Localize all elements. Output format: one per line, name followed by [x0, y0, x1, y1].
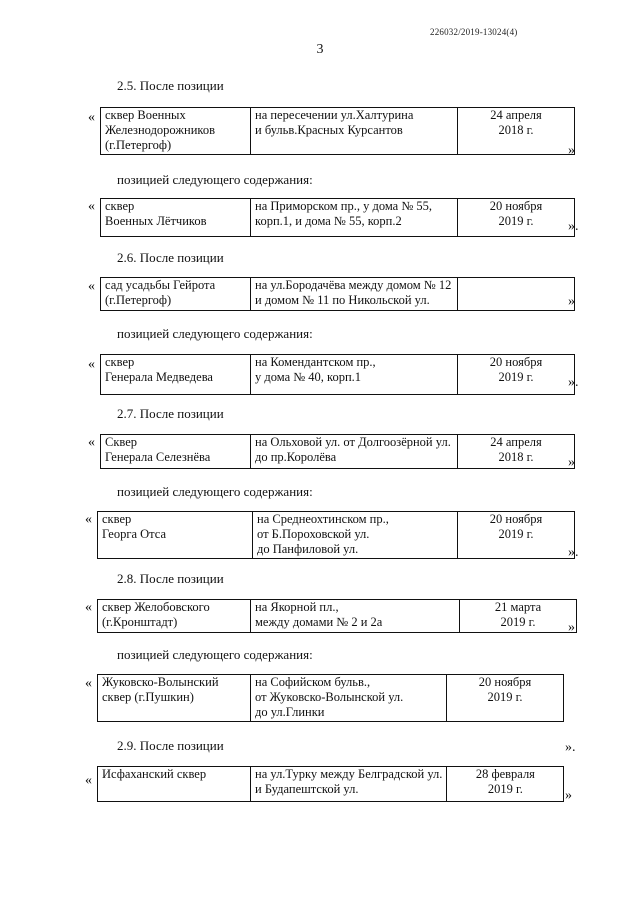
cell-line: (г.Петергоф) [105, 293, 172, 307]
cell-line: и бульв.Красных Курсантов [255, 123, 403, 137]
cell-name [101, 278, 251, 311]
cell-line: 2019 г. [498, 527, 534, 541]
closing-quote: » [565, 788, 572, 803]
table-row [98, 767, 564, 802]
table-row [101, 108, 575, 155]
opening-quote: « [85, 676, 92, 691]
cell-line: до ул.Глинки [255, 705, 325, 719]
cell-line: 2018 г. [498, 123, 534, 137]
opening-quote: « [88, 199, 95, 214]
cell-line: 20 ноября [478, 675, 532, 689]
position-table [100, 107, 575, 155]
opening-quote: « [85, 512, 92, 527]
cell-line: на Софийском бульв., [255, 675, 371, 689]
section-heading: позицией следующего содержания: [117, 326, 313, 341]
cell-line: до пр.Королёва [255, 450, 337, 464]
cell-line: сквер Желобовского [102, 600, 210, 614]
cell-line: 24 апреля [490, 108, 542, 122]
table-row [101, 199, 575, 237]
position-table [100, 277, 575, 311]
cell-line: на Комендантском пр., [255, 355, 376, 369]
cell-date [458, 435, 575, 469]
cell-line: Георга Отса [102, 527, 167, 541]
cell-location [253, 512, 458, 559]
cell-name [101, 199, 251, 237]
section-heading: позицией следующего содержания: [117, 172, 313, 187]
cell-name [98, 600, 251, 633]
cell-line: Жуковско-Волынский [102, 675, 219, 689]
cell-line: 21 марта [494, 600, 542, 614]
table-row [101, 355, 575, 395]
table-row [98, 675, 564, 722]
cell-line: на Среднеохтинском пр., [257, 512, 389, 526]
closing-quote: ». [565, 740, 576, 755]
section-heading: позицией следующего содержания: [117, 484, 313, 499]
page-number: 3 [316, 42, 324, 57]
position-table [97, 674, 564, 722]
cell-location [251, 435, 458, 469]
table-row [98, 512, 575, 559]
cell-line: 24 апреля [490, 435, 542, 449]
cell-name [101, 435, 251, 469]
closing-quote: » [568, 455, 575, 470]
cell-name [98, 512, 253, 559]
table-row [101, 278, 575, 311]
cell-line: 2019 г. [498, 214, 534, 228]
cell-line: 20 ноября [489, 355, 543, 369]
closing-quote: » [568, 143, 575, 158]
opening-quote: « [85, 773, 92, 788]
cell-line: (г.Кронштадт) [102, 615, 178, 629]
section-heading: 2.8. После позиции [117, 571, 224, 586]
cell-line: до Панфиловой ул. [257, 542, 359, 556]
cell-location [251, 355, 458, 395]
cell-line: сквер [105, 199, 135, 213]
closing-quote: » [568, 294, 575, 309]
cell-line: корп.1, и дома № 55, корп.2 [255, 214, 402, 228]
cell-line: на Приморском пр., у дома № 55, [255, 199, 433, 213]
position-table [97, 511, 575, 559]
table-row [101, 435, 575, 469]
cell-line: 20 ноября [489, 512, 543, 526]
cell-location [251, 600, 460, 633]
cell-line: Исфаханский сквер [102, 767, 207, 781]
cell-location [251, 199, 458, 237]
position-table [100, 354, 575, 395]
opening-quote: « [88, 357, 95, 372]
section-heading: позицией следующего содержания: [117, 647, 313, 662]
document-id: 226032/2019-13024(4) [430, 27, 518, 37]
cell-line: сад усадьбы Гейрота [105, 278, 216, 292]
cell-date [458, 278, 575, 311]
cell-line: на Ольховой ул. от Долгоозёрной ул. [255, 435, 451, 449]
cell-line: 28 февраля [475, 767, 535, 781]
cell-line: на ул.Турку между Белградской ул. [255, 767, 443, 781]
opening-quote: « [88, 110, 95, 125]
cell-line: Генерала Селезнёва [105, 450, 211, 464]
cell-line: Сквер [105, 435, 138, 449]
cell-date [447, 675, 564, 722]
cell-line: от Б.Пороховской ул. [257, 527, 370, 541]
cell-line: между домами № 2 и 2а [255, 615, 383, 629]
cell-line: на пересечении ул.Халтурина [255, 108, 414, 122]
cell-name [101, 355, 251, 395]
cell-name [98, 767, 251, 802]
closing-quote: » [568, 620, 575, 635]
opening-quote: « [85, 600, 92, 615]
section-heading: 2.6. После позиции [117, 250, 224, 265]
cell-line: сквер [102, 512, 132, 526]
cell-line: (г.Петергоф) [105, 138, 172, 152]
cell-line: у дома № 40, корп.1 [255, 370, 362, 384]
cell-name [101, 108, 251, 155]
cell-line: Генерала Медведева [105, 370, 213, 384]
cell-date [447, 767, 564, 802]
cell-location [251, 108, 458, 155]
cell-date [460, 600, 577, 633]
position-table [100, 434, 575, 469]
section-heading: 2.7. После позиции [117, 406, 224, 421]
cell-name [98, 675, 251, 722]
closing-quote: ». [568, 375, 579, 390]
cell-location [251, 675, 447, 722]
cell-line: и домом № 11 по Никольской ул. [255, 293, 430, 307]
closing-quote: ». [568, 219, 579, 234]
cell-line: на ул.Бородачёва между домом № 12 [255, 278, 452, 292]
position-table [97, 599, 577, 633]
position-table [97, 766, 564, 802]
section-heading: 2.5. После позиции [117, 78, 224, 93]
cell-line: 2019 г. [487, 782, 523, 796]
cell-date [458, 355, 575, 395]
cell-location [251, 278, 458, 311]
cell-line: 20 ноября [489, 199, 543, 213]
closing-quote: ». [568, 545, 579, 560]
cell-date [458, 108, 575, 155]
cell-date [458, 512, 575, 559]
opening-quote: « [88, 279, 95, 294]
cell-line: на Якорной пл., [255, 600, 339, 614]
cell-line: Военных Лётчиков [105, 214, 207, 228]
cell-line: сквер [105, 355, 135, 369]
cell-line: 2019 г. [498, 370, 534, 384]
cell-line: и Будапештской ул. [255, 782, 359, 796]
cell-line: 2019 г. [487, 690, 523, 704]
cell-line: сквер (г.Пушкин) [102, 690, 194, 704]
opening-quote: « [88, 435, 95, 450]
position-table [100, 198, 575, 237]
cell-location [251, 767, 447, 802]
table-row [98, 600, 577, 633]
cell-line: от Жуковско-Волынской ул. [255, 690, 404, 704]
cell-line: 2019 г. [500, 615, 536, 629]
cell-date [458, 199, 575, 237]
cell-line: сквер Военных [105, 108, 186, 122]
cell-line: 2018 г. [498, 450, 534, 464]
cell-line: Железнодорожников [105, 123, 215, 137]
section-heading: 2.9. После позиции [117, 738, 224, 753]
